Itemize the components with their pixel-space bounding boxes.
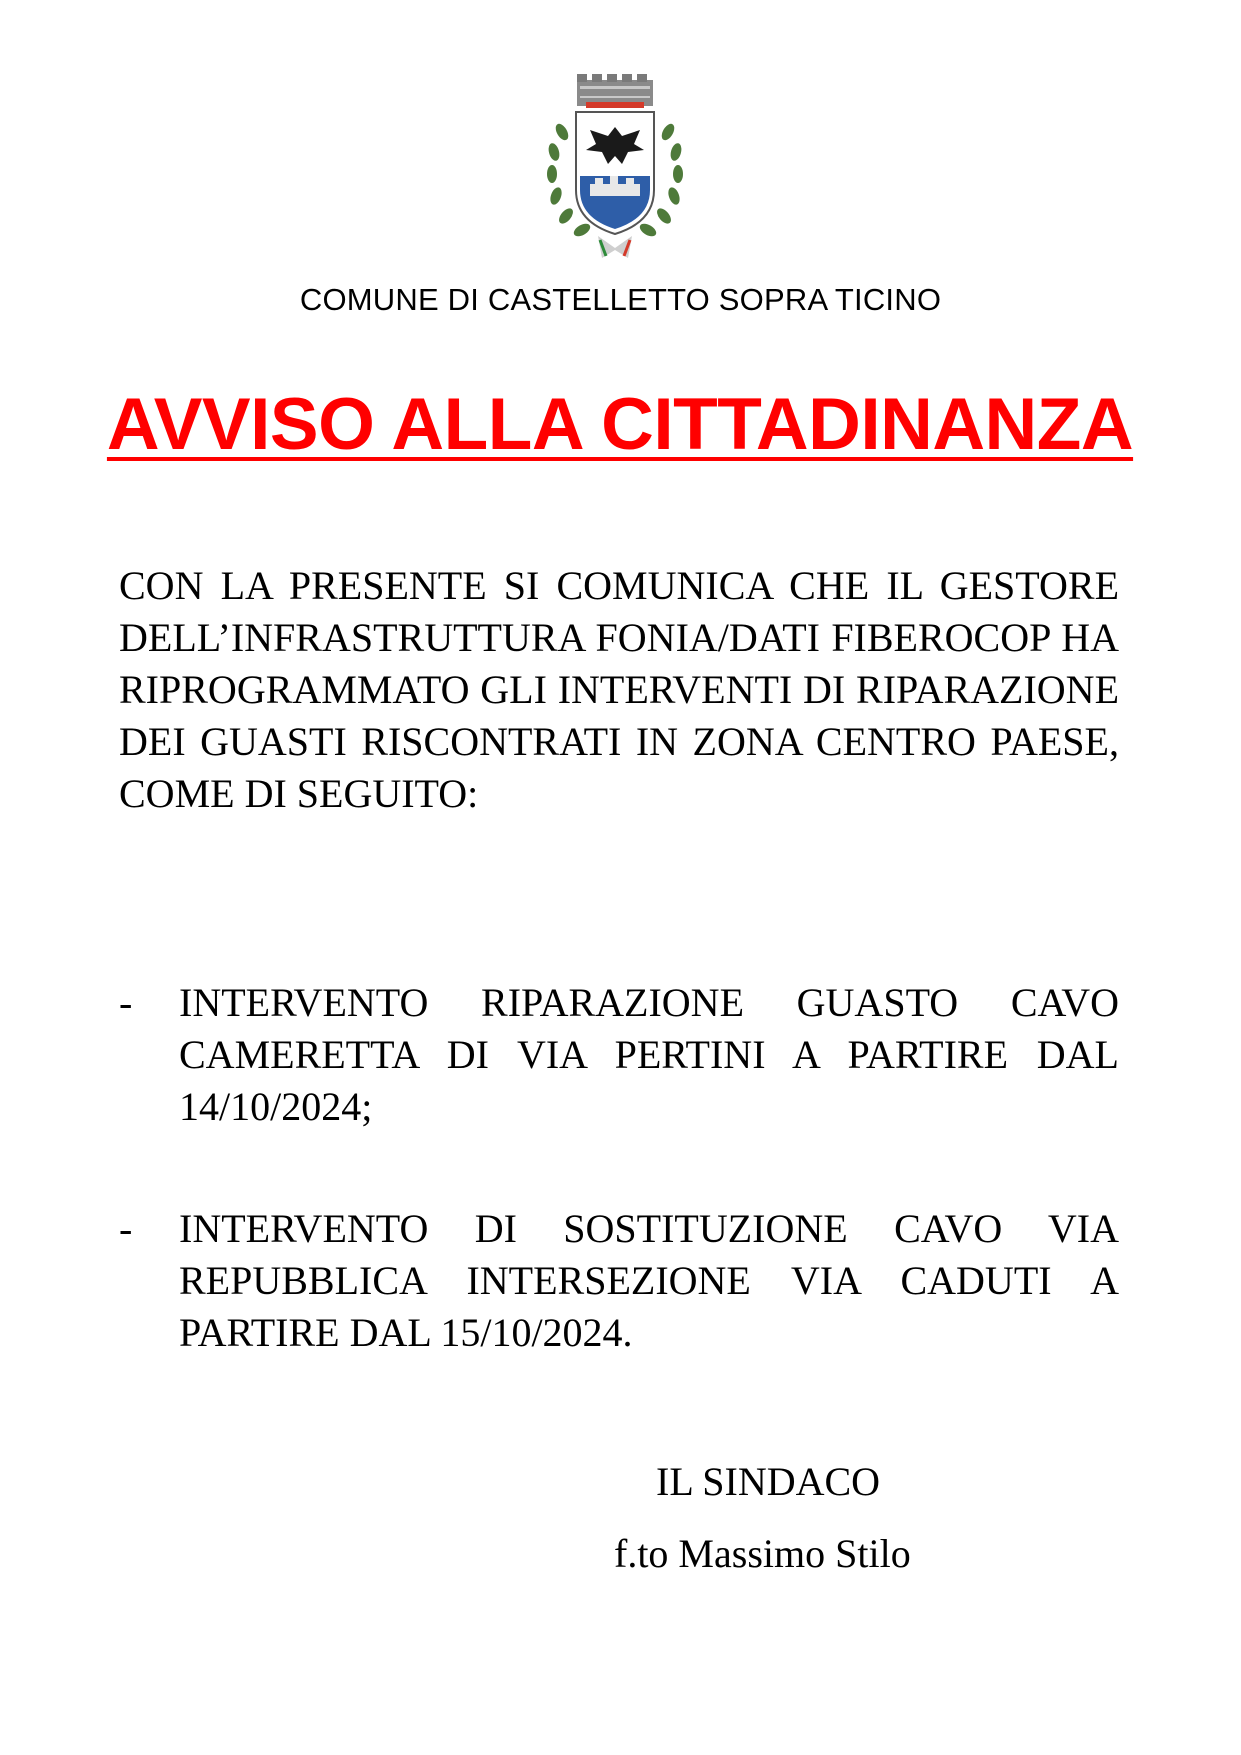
tricolor-ribbon-icon	[598, 236, 632, 258]
list-marker: -	[119, 980, 133, 1025]
municipality-name: COMUNE DI CASTELLETTO SOPRA TICINO	[299, 282, 942, 317]
list-marker: -	[119, 1206, 133, 1251]
list-item-text: INTERVENTO DI SOSTITUZIONE CAVO VIA REPUBBLICA INTERSEZIONE VIA CADUTI A PARTIRE DAL 15/10/2024.	[179, 1206, 1119, 1355]
mural-crown-icon	[577, 74, 653, 108]
shield-icon	[576, 112, 654, 234]
notice-intro: CON LA PRESENTE SI COMUNICA CHE IL GESTORE DELL’INFRASTRUTTURA FONIA/DATI FIBEROCOP HA RIPROGRAMMATO GLI INTERVENTI DI RIPARAZIONE DEI GUASTI RISCONTRATI IN ZONA CENTRO PAESE, COME DI SEGUITO:	[119, 563, 1119, 816]
municipal-coat-of-arms	[540, 72, 690, 260]
signature-role: IL SINDACO	[656, 1459, 881, 1504]
list-item-text: INTERVENTO RIPARAZIONE GUASTO CAVO CAMERETTA DI VIA PERTINI A PARTIRE DAL 14/10/2024;	[179, 980, 1119, 1129]
notice-title: AVVISO ALLA CITTADINANZA	[106, 384, 1134, 465]
signature-name: f.to Massimo Stilo	[614, 1531, 911, 1576]
